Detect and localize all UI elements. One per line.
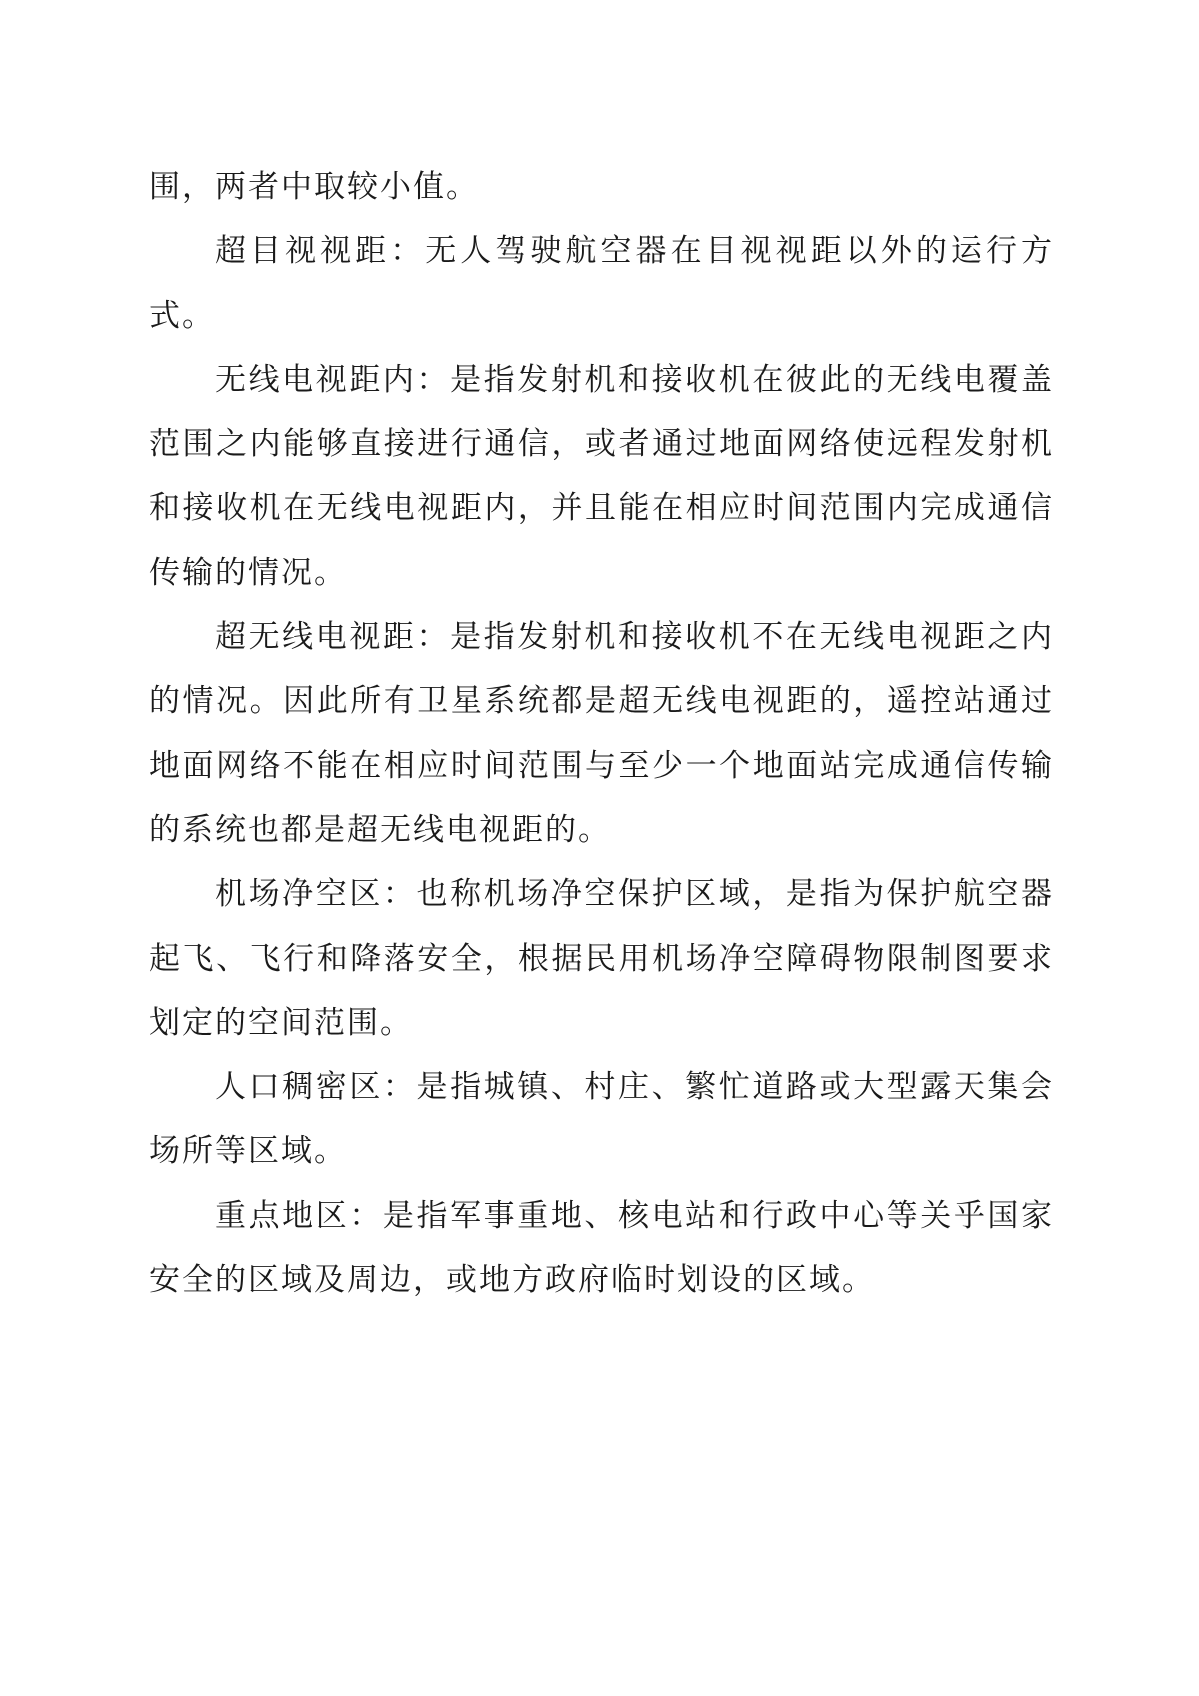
paragraph-densely-populated-area: 人口稠密区：是指城镇、村庄、繁忙道路或大型露天集会场所等区域。	[149, 1069, 1054, 1170]
paragraph-key-area: 重点地区：是指军事重地、核电站和行政中心等关乎国家安全的区域及周边，或地方政府临时划设的区域。	[149, 1197, 1054, 1299]
paragraph-beyond-radio-line-of-sight: 超无线电视距：是指发射机和接收机不在无线电视距之内的情况。因此所有卫星系统都是超无线电视距的，遥控站通过地面网络不能在相应时间范围与至少一个地面站完成通信传输的系统也都是超无线电视距的。	[149, 619, 1054, 848]
paragraph-radio-line-of-sight: 无线电视距内：是指发射机和接收机在彼此的无线电覆盖范围之内能够直接进行通信，或者通过地面网络使远程发射机和接收机在无线电视距内，并且能在相应时间范围内完成通信传输的情况。	[149, 361, 1054, 591]
paragraph-beyond-visual-line-of-sight: 超目视视距：无人驾驶航空器在目视视距以外的运行方式。	[149, 233, 1054, 334]
body-text	[149, 155, 1054, 1312]
paragraph-airport-clearance-zone: 机场净空区：也称机场净空保护区域，是指为保护航空器起飞、飞行和降落安全，根据民用机场净空障碍物限制图要求划定的空间范围。	[149, 876, 1054, 1041]
paragraph-continuation: 围，两者中取较小值。	[149, 169, 479, 205]
